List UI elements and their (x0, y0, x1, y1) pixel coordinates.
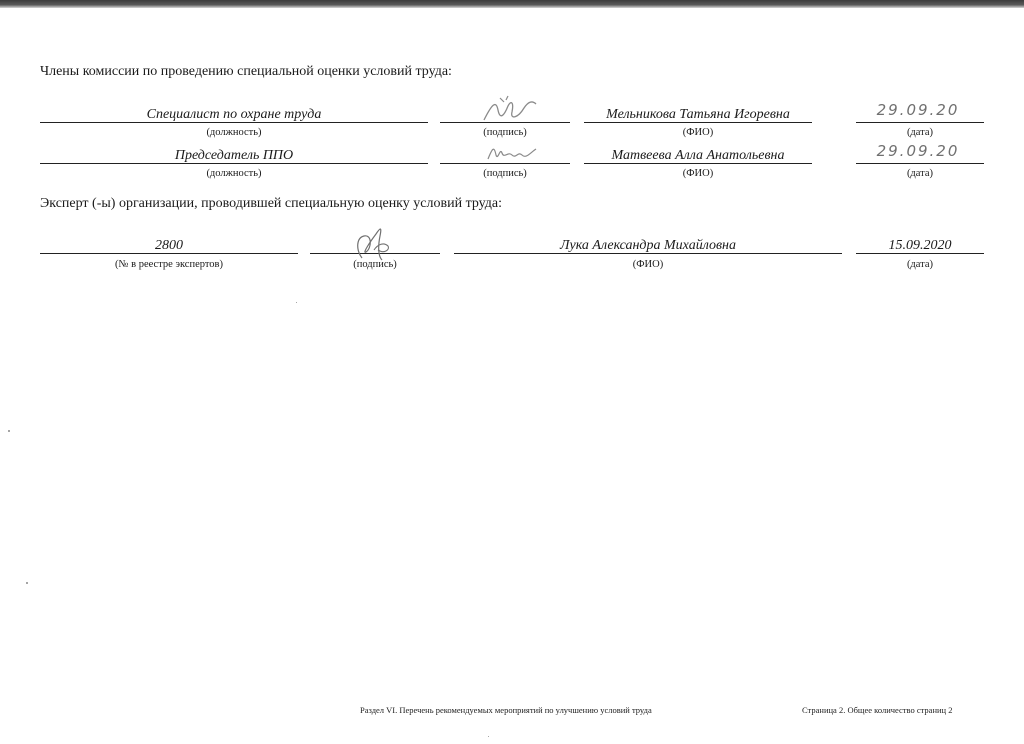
member-2-date-caption: (дата) (906, 168, 934, 179)
member-1-name-caption: (ФИО) (682, 127, 714, 138)
member-1-position: Специалист по охране труда (40, 108, 428, 123)
expert-name: Лука Александра Михайловна (454, 239, 842, 254)
expert-signature-caption: (подпись) (353, 259, 397, 270)
member-2-date: 29.09.20 (876, 142, 960, 160)
scan-speck (296, 302, 297, 303)
member-2-name-caption: (ФИО) (682, 168, 714, 179)
member-1-date: 29.09.20 (876, 101, 960, 119)
member-1-date-caption: (дата) (906, 127, 934, 138)
scan-speck (488, 736, 489, 737)
expert-registry-number: 2800 (40, 239, 298, 254)
expert-date: 15.09.2020 (856, 239, 984, 254)
member-1-signature-caption: (подпись) (483, 127, 527, 138)
member-2-signature (484, 141, 540, 165)
footer-page-count: Страница 2. Общее количество страниц 2 (802, 705, 953, 715)
member-1-position-caption: (должность) (206, 127, 262, 138)
expert-date-caption: (дата) (906, 259, 934, 270)
member-2-position: Председатель ППО (40, 149, 428, 164)
member-1-signature (478, 94, 540, 128)
expert-heading: Эксперт (-ы) организации, проводившей специальную оценку условий труда: (40, 196, 503, 211)
member-2-signature-caption: (подпись) (483, 168, 527, 179)
scan-speck (8, 430, 10, 432)
expert-registry-caption: (№ в реестре экспертов) (114, 259, 224, 270)
member-2-position-caption: (должность) (206, 168, 262, 179)
footer-section-title: Раздел VI. Перечень рекомендуемых мероприятий по улучшению условий труда (360, 705, 652, 715)
member-2-name: Матвеева Алла Анатольевна (584, 149, 812, 164)
expert-name-caption: (ФИО) (632, 259, 664, 270)
scan-top-edge (0, 0, 1024, 8)
scan-speck (26, 582, 28, 584)
member-1-name: Мельникова Татьяна Игоревна (584, 108, 812, 123)
commission-heading: Члены комиссии по проведению специальной оценки условий труда: (40, 64, 452, 79)
